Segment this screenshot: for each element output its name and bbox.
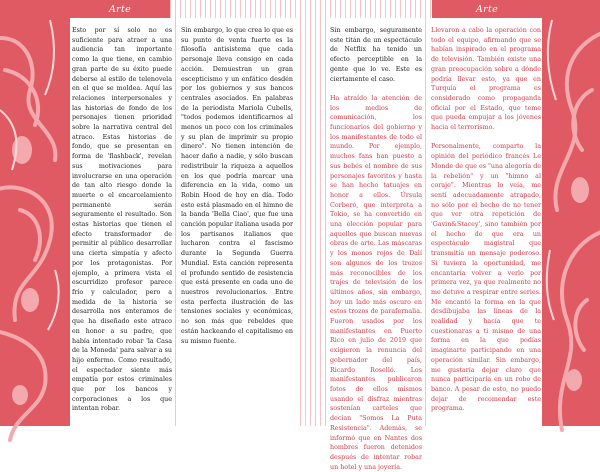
paragraph: Llevaron a cabo la operación con todo el equipo, afirmando que se habían inspirado en el programa de televisión. También existe una gran preocupación sobre a dónde podría llevar esto, ya que en Turquía el programa es considerado como propaganda oficial por el Estado, que teme que pueda empujar a los jóvenes hacia el terrorismo.	[431, 27, 541, 132]
header-bar-right	[432, 0, 542, 18]
tribal-pattern-icon	[542, 0, 600, 426]
section-title: Arte	[108, 3, 132, 15]
left-decorative-strip	[0, 0, 70, 426]
section-title: Arte	[475, 3, 499, 15]
text-column-2	[181, 26, 293, 426]
text-column-3	[330, 26, 422, 471]
left-page	[0, 0, 300, 426]
paragraph-red: Ha atraído la atención de los medios de comunicación, los funcionarios del gobierno y los manifestantes de todo el mundo. Por ejemplo, muchos fans han puesto a sus bebés el nombre de sus personajes favoritos y hasta se han hecho tatuajes en honor a ellos. Úrsula Corberó, que interpreta a Tokio, se ha convertido en una elección popular para aquellos que buscan nuevas obras de arte. Las máscaras y los monos rojos de Dalí son algunos de los trozos más reconocibles de los trajes de televisión de los últimos años, sin embargo, hoy un lado más oscuro en estos trozos de parafernalia. Fueron usados por los manifestantes en Puerto Rico en julio de 2019 que exigieron la renuncia del gobernador del país, Ricardo Roselló. Los manifestantes publicaron fotos de ellos mismos usando el disfraz mientras sostenían carteles que decían "Somos La Puta Resistencia". Además, se informó que en Nantes dos hombres fueron detenidos después de intentar robar un hotel y una joyería.	[330, 94, 422, 471]
right-page	[300, 0, 600, 471]
paragraph: Personalmente, comparto la opinión del periódico francés Le Monde de que es "una alegoría de la rebelión" y un "himno al coraje". Mientras lo veía, me sentí adecuadamente atrapado, no sólo por el hecho de no tener que ver otra repetición de 'Gavin&Stacey', sino también por el hecho de que era un espectáculo magistral que transmitía un mensaje poderoso. Si tuviera la oportunidad, me encantaría volver a verlo por primera vez, ya que realmente no me detuve a respirar entre series. Me encantó la forma en la que desdibujaba las líneas de la realidad y hacía que te cuestionaras a ti mismo de una forma en la que podías imaginarte participando en una operación similar. Sin embargo, me gustaría dejar claro que nunca participaría en un robo de banco. A pesar de esto, no puedo dejar de recomendar este programa.	[431, 143, 542, 413]
paragraph: Sin embargo, seguramente este titán de un espectáculo de Netflix ha tenido un efecto perceptible en la gente que lo ve. Este es ciertamente el caso.	[330, 27, 422, 83]
text-column-4	[431, 26, 541, 426]
paragraph: Esto por sí solo no es suficiente para atraer a una audiencia tan importante como la que tiene, en cambio gran parte de su éxito puede deberse al estilo de telenovela en el que se moldea. Aquí las relaciones interpersonales y las historias de fondo de los personajes tienen prioridad sobre la narrativa central del atraco. Estas historias de fondo, que se presentan en forma de 'flashback', revelan sus motivaciones para involucrarse en una operación de tan alto riesgo donde la muerte o el encarcelamiento permanente serán seguramente el resultado. Son estas historias que tienen el efecto transformador de permitir al público desarrollar una cierta simpatía y afecto por los protagonistas. Por ejemplo, a primera vista el escurridizo profesor parece frío y calculador, pero a medida de la historia se desarrolla nos enteramos de que ha diseñado este atraco en honor a su padre, que había intentado robar 'la Casa de la Moneda' para salvar a su hijo enfermo. Como resultado, el espectador siente más empatía por estos criminales que por los bancos y corporaciones a los que intentan robar.	[72, 27, 172, 413]
tribal-pattern-icon	[0, 0, 70, 426]
text-column-1	[72, 26, 172, 426]
header-bar-left	[70, 0, 170, 18]
right-decorative-strip	[542, 0, 600, 426]
paragraph: Sin embargo, lo que crea lo que es su punto de venta fuerte es la filosofía antisistema que cada personaje lleva consigo en cada acción. Demuestran un gran escepticismo y un enfático desdén por los gobiernos y sus bancos centrales asociados. En palabras de la periodista Mariola Cubells, "todos podemos identificarnos al menos un poco con los criminales y su plan de imprimir su propio dinero". No tienen intención de hacer daño a nadie, y sólo buscan redistribuir la riqueza a aquellos en los que podría marcar una diferencia en la vida, como un Robin Hood de hoy en día. Todo esto está plasmado en el himno de la banda 'Bella Ciao', que fue una canción popular italiana usada por los partisanos italianos que lucharon contra el fascismo durante la Segunda Guerra Mundial. Esta canción representa el profundo sentido de resistencia que está presente en cada uno de nuestros revolucionarios. Entre esta perfecta ilustración de las tensiones sociales y económicas, no son más que rebeldes que están hackeando el capitalismo en su mismo fuente.	[181, 27, 293, 345]
